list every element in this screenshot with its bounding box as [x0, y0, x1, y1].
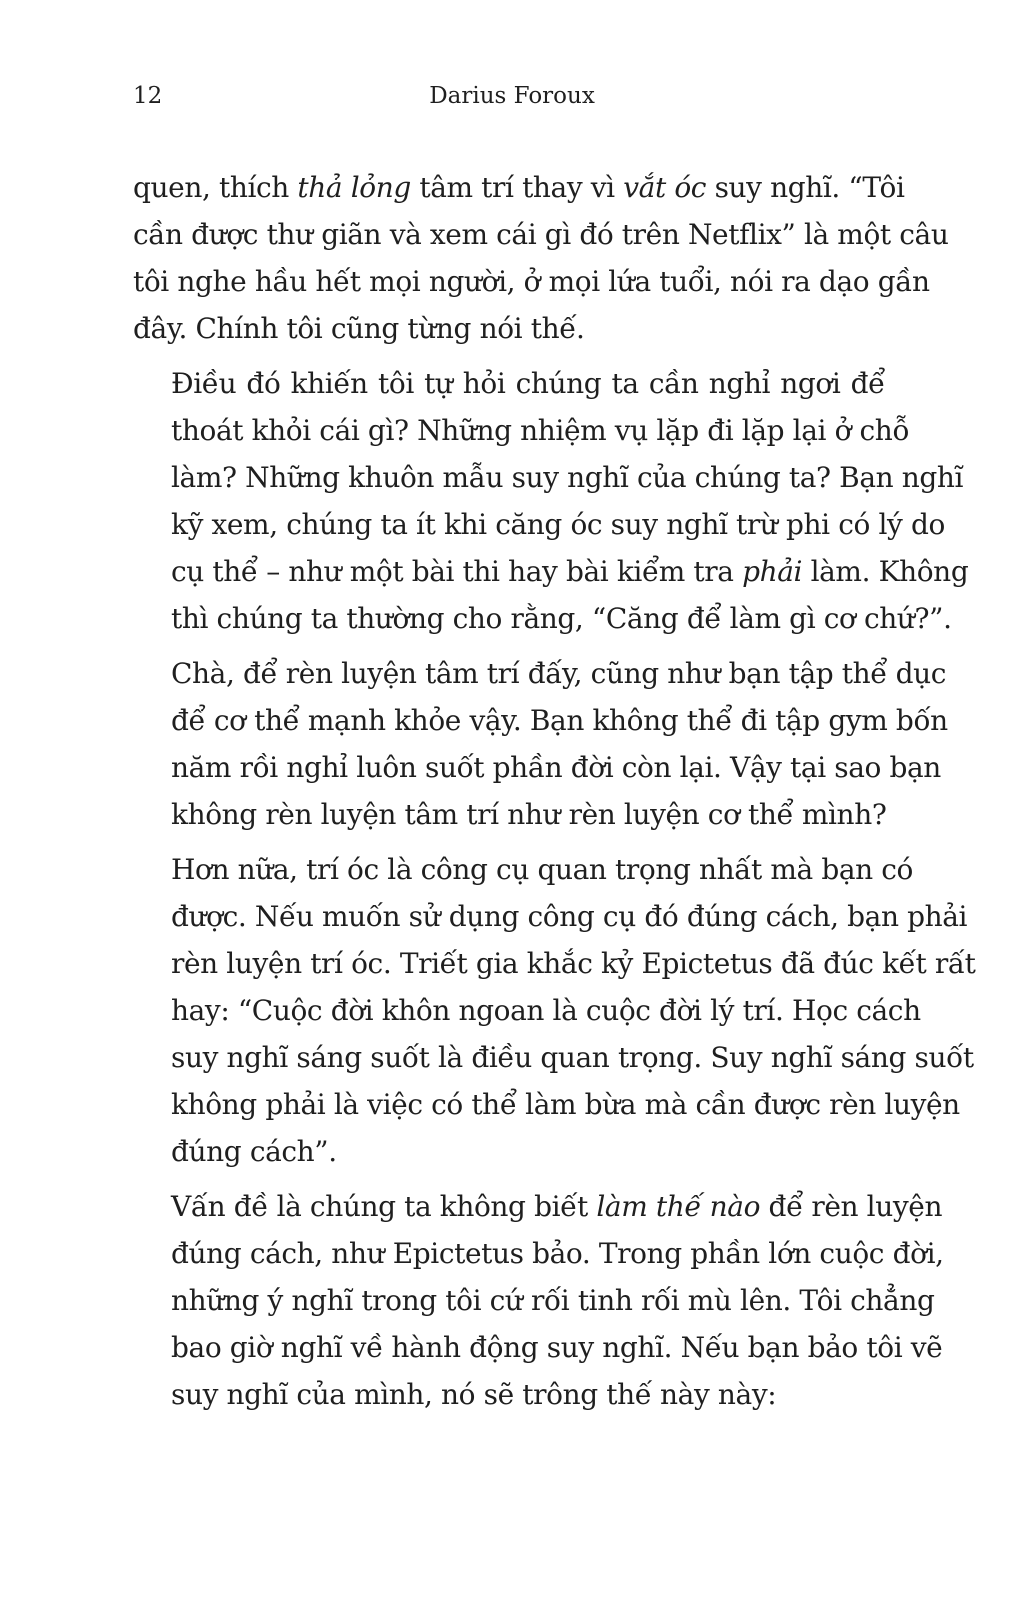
- text-line: [133, 1081, 960, 1128]
- text-line: [133, 791, 885, 838]
- text-run: bao giờ nghĩ về hành động suy nghĩ. Nếu bạn bảo tôi vẽ: [171, 1331, 943, 1364]
- text-run: suy nghĩ sáng suốt là điều quan trọng. Suy nghĩ sáng suốt: [171, 1041, 974, 1074]
- text-run: đúng cách, như Epictetus bảo. Trong phần lớn cuộc đời,: [171, 1237, 944, 1270]
- text-line: [133, 846, 914, 893]
- text-run: rèn luyện trí óc. Triết gia khắc kỷ Epictetus đã đúc kết rất: [171, 947, 976, 980]
- paragraph: [133, 846, 976, 1175]
- emphasis-text: làm thế nào: [596, 1190, 761, 1223]
- text-run: suy nghĩ. “Tôi: [706, 171, 905, 204]
- text-run: Điều đó khiến tôi tự hỏi chúng ta cần nghỉ ngơi để: [171, 367, 885, 400]
- text-line: [133, 1371, 885, 1418]
- text-line: [133, 1324, 943, 1371]
- text-run: đúng cách”.: [171, 1135, 337, 1168]
- text-run: Hơn nữa, trí óc là công cụ quan trọng nhất mà bạn có: [171, 853, 914, 886]
- text-line: [133, 744, 941, 791]
- text-run: hay: “Cuộc đời khôn ngoan là cuộc đời lý trí. Học cách: [171, 994, 921, 1027]
- emphasis-text: vắt óc: [623, 171, 707, 204]
- text-line: [133, 1128, 885, 1175]
- text-line: [133, 164, 905, 211]
- text-run: Chà, để rèn luyện tâm trí đấy, cũng như bạn tập thể dục: [171, 657, 947, 690]
- text-line: [133, 1183, 943, 1230]
- page-number: 12: [133, 83, 163, 109]
- text-run: năm rồi nghỉ luôn suốt phần đời còn lại. Vậy tại sao bạn: [171, 751, 941, 784]
- paragraph: [133, 360, 969, 642]
- text-line: [133, 650, 947, 697]
- running-head-author: Darius Foroux: [429, 83, 595, 109]
- text-line: [133, 360, 885, 407]
- text-line: [133, 987, 921, 1034]
- text-run: cụ thể – như một bài thi hay bài kiểm tra: [171, 555, 743, 588]
- text-run: thoát khỏi cái gì? Những nhiệm vụ lặp đi lặp lại ở chỗ: [171, 414, 910, 447]
- text-line: [133, 1230, 944, 1277]
- text-line: [133, 1277, 935, 1324]
- text-run: được. Nếu muốn sử dụng công cụ đó đúng cách, bạn phải: [171, 900, 968, 933]
- text-run: những ý nghĩ trong tôi cứ rối tinh rối mù lên. Tôi chẳng: [171, 1284, 935, 1317]
- text-run: suy nghĩ của mình, nó sẽ trông thế này này:: [171, 1378, 777, 1411]
- text-run: thì chúng ta thường cho rằng, “Căng để làm gì cơ chứ?”.: [171, 602, 952, 635]
- running-head: [0, 76, 1024, 116]
- text-run: để rèn luyện: [760, 1190, 943, 1223]
- text-line: [133, 211, 949, 258]
- paragraph: [133, 650, 948, 838]
- text-run: không phải là việc có thể làm bừa mà cần được rèn luyện: [171, 1088, 960, 1121]
- text-run: để cơ thể mạnh khỏe vậy. Bạn không thể đi tập gym bốn: [171, 704, 948, 737]
- text-line: [133, 940, 976, 987]
- paragraph: [133, 164, 949, 352]
- text-line: [133, 1034, 974, 1081]
- text-run: làm? Những khuôn mẫu suy nghĩ của chúng ta? Bạn nghĩ: [171, 461, 964, 494]
- emphasis-text: thả lỏng: [297, 171, 411, 204]
- text-run: làm. Không: [802, 555, 969, 588]
- paragraph: [133, 1183, 944, 1418]
- text-line: [133, 258, 930, 305]
- text-run: tôi nghe hầu hết mọi người, ở mọi lứa tuổi, nói ra dạo gần: [133, 265, 930, 298]
- text-line: [133, 501, 945, 548]
- text-run: kỹ xem, chúng ta ít khi căng óc suy nghĩ trừ phi có lý do: [171, 508, 945, 541]
- text-run: tâm trí thay vì: [410, 171, 624, 204]
- emphasis-text: phải: [742, 555, 803, 588]
- text-line: [133, 595, 952, 642]
- text-run: không rèn luyện tâm trí như rèn luyện cơ thể mình?: [171, 798, 887, 831]
- text-run: Vấn đề là chúng ta không biết: [171, 1190, 597, 1223]
- text-line: [133, 454, 964, 501]
- text-line: [133, 305, 885, 352]
- body-text: [133, 164, 976, 1426]
- text-run: cần được thư giãn và xem cái gì đó trên Netflix” là một câu: [133, 218, 949, 251]
- text-line: [133, 548, 969, 595]
- text-line: [133, 407, 910, 454]
- text-line: [133, 893, 968, 940]
- text-line: [133, 697, 948, 744]
- text-run: đây. Chính tôi cũng từng nói thế.: [133, 312, 585, 345]
- text-run: quen, thích: [133, 171, 298, 204]
